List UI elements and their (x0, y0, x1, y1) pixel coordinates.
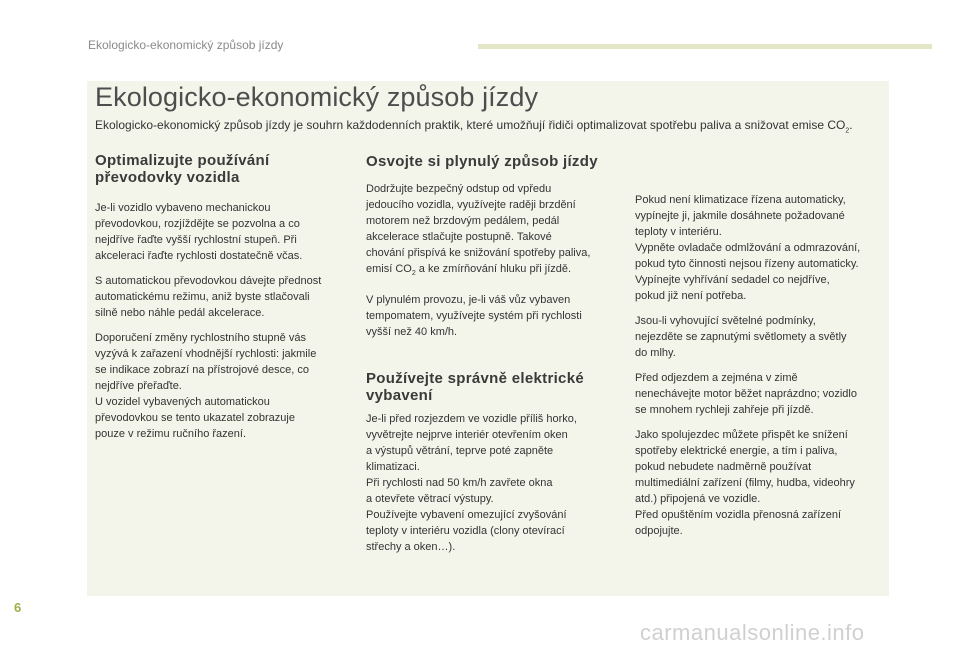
header-rule (478, 44, 932, 49)
intro-paragraph (95, 118, 853, 134)
section-heading-smooth-driving: Osvojte si plynulý způsob jízdy (366, 153, 598, 170)
column-equipment-tips (635, 192, 890, 539)
paragraph-manual-gearbox: Je-li vozidlo vybaveno mechanickou převodovkou, rozjíždějte se pozvolna a co nejdříve řaďte vyšší rychlostní stupeň. Při akceleraci řaďte rychlosti dostatečně včas. (95, 202, 303, 262)
column-transmission (95, 152, 345, 442)
paragraph-safe-distance (366, 181, 621, 282)
section-heading-transmission: Optimalizujte používání převodovky vozidla (95, 152, 270, 186)
paragraph-cruise-control: V plynulém provozu, je-li váš vůz vybaven tempomatem, využívejte systém při rychlosti vyšší než 40 km/h. (366, 294, 582, 339)
paragraph-safe-distance-end: a ke zmírňování hluku při jízdě. (415, 263, 572, 275)
paragraph-safe-distance-text: Dodržujte bezpečný odstup od vpředu jedoucího vozidla, využívejte raději brzdění motorem než brzdovým pedálem, pedál akcelerace stlačujte postupně. Takové chování přispívá ke snižování spotřeby paliva, emisí CO (366, 183, 591, 275)
paragraph-multimedia: Jako spolujezdec můžete přispět ke snížení spotřeby elektrické energie, a tím i paliva, pokud nebudete nadměrně používat multimediální zařízení (filmy, hudba, videohry atd.) připojená ve vozidle. Před opuštěním vozidla přenosná zařízení odpojujte. (635, 429, 855, 537)
page-number: 6 (14, 600, 22, 615)
co2-subscript: 2 (411, 270, 416, 278)
watermark: carmanualsonline.info (640, 620, 865, 645)
paragraph-ventilation: Je-li před rozjezdem ve vozidle příliš horko, vyvětrejte nejprve interiér otevřením oken a výstupů větrání, teprve poté zapněte klimatizaci. Při rychlosti nad 50 km/h zavřete okna a otevřete větrací výstupy. Používejte vybavení omezující zvyšování teploty v interiéru vozidla (clony otevírací střechy a oken…). (366, 413, 577, 554)
paragraph-air-conditioning: Pokud není klimatizace řízena automaticky, vypínejte ji, jakmile dosáhnete požadované teploty v interiéru. Vypněte ovladače odmlžování a odmrazování, pokud tyto činnosti nejsou řízeny automaticky. Vypínejte vyhřívání sedadel co nejdříve, pokud již není potřeba. (635, 194, 861, 302)
column-smooth-driving (366, 153, 621, 555)
paragraph-headlamps: Jsou-li vyhovující světelné podmínky, nejezděte se zapnutými světlomety a světly do mlhy. (635, 315, 847, 359)
paragraph-gear-shift-indicator: Doporučení změny rychlostního stupně vás vyzývá k zařazení vhodnější rychlosti: jakmile se indikace zobrazí na přístrojové desce, co nejdříve přeřaďte. U vozidel vybavených automatickou převodovkou se tento ukazatel zobrazuje pouze v režimu ručního řazení. (95, 332, 317, 440)
running-header: Ekologicko-ekonomický způsob jízdy (88, 38, 284, 52)
intro-text: Ekologicko-ekonomický způsob jízdy je souhrn každodenních praktik, které umožňují řidiči optimalizovat spotřebu paliva a snižovat emise CO (95, 118, 846, 132)
intro-end: . (849, 118, 853, 132)
paragraph-automatic-gearbox: S automatickou převodovkou dávejte přednost automatickému režimu, aniž byste stlačovali silně nebo náhle pedál akcelerace. (95, 275, 322, 319)
paragraph-idle-engine: Před odjezdem a zejména v zimě nenechávejte motor běžet naprázdno; vozidlo se mnohem rychleji zahřeje při jízdě. (635, 372, 857, 416)
section-heading-electrical-equipment: Používejte správně elektrické vybavení (366, 370, 584, 405)
intro-subscript: 2 (845, 127, 850, 135)
page-title: Ekologicko-ekonomický způsob jízdy (95, 82, 539, 112)
